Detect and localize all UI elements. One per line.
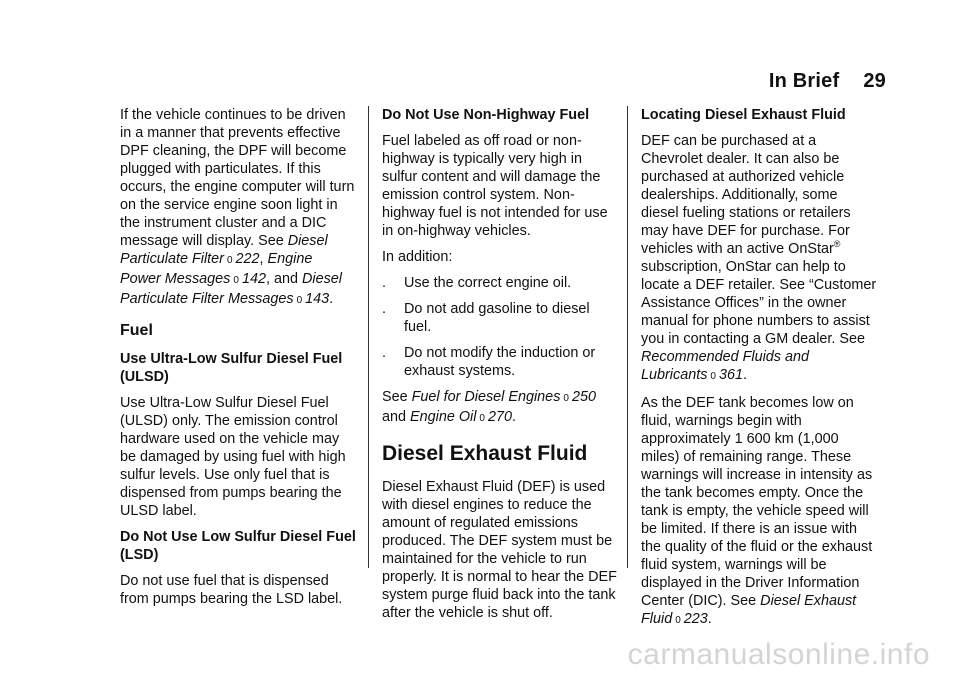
column-1 <box>120 106 356 616</box>
xref-link[interactable]: Diesel Particulate Filter Messages <box>120 271 342 307</box>
xref-link[interactable]: Recommended Fluids and Lubricants <box>641 349 809 383</box>
page-arrow-icon: 0 <box>675 615 681 626</box>
xref-page[interactable]: 223 <box>683 611 708 627</box>
list-item: . Use the correct engine oil. <box>382 275 572 291</box>
page-arrow-icon: 0 <box>233 275 239 286</box>
locating-paragraph: DEF can be purchased at a Chevrolet dealer. It can also be purchased at authorized vehicle dealerships. Additionally, some diesel fueling stations or retailers may have DEF for purchase. For vehicles with an active OnStar® subscription, OnStar can help to locate a DEF retailer. See “Customer Assistance Offices” in the owner manual for phone numbers to assist you in contacting a GM dealer. See Recommended Fluids and Lubricants 0 361. <box>641 133 877 383</box>
page-arrow-icon: 0 <box>226 255 233 266</box>
watermark: carmanualsonline.info <box>627 638 930 671</box>
see-reference: See Fuel for Diesel Engines 0 250 and Engine Oil 0 270. <box>382 389 596 425</box>
fuel-heading: Fuel <box>120 322 153 339</box>
xref-link[interactable]: Diesel Particulate Filter <box>120 233 328 267</box>
ulsd-heading: Use Ultra-Low Sulfur Diesel Fuel (ULSD) <box>120 351 343 385</box>
page-arrow-icon: 0 <box>710 371 716 382</box>
dpf-paragraph: If the vehicle continues to be driven in a manner that prevents effective DPF cleaning, the DPF will become plugged with particulates. If this occurs, the engine computer will turn on the service engine soon light in the instrument cluster and a DIC message will display. See Diesel Particulate Filter 0 222, Engine Power Messages 0 142, and Diesel Particulate Filter Messages 0 143. <box>120 107 355 307</box>
xref-link[interactable]: Engine Oil <box>410 409 477 425</box>
in-addition-text: In addition: <box>382 249 453 265</box>
column-divider <box>627 106 628 568</box>
xref-page[interactable]: 361 <box>718 367 743 383</box>
registered-mark: ® <box>833 239 841 250</box>
xref-page[interactable]: 250 <box>571 389 596 405</box>
column-2 <box>382 106 618 630</box>
page-header <box>769 70 886 93</box>
page-arrow-icon: 0 <box>479 413 485 424</box>
page-number: 29 <box>863 70 886 92</box>
bullet-icon: . <box>382 275 386 291</box>
bullet-icon: . <box>382 345 386 361</box>
lsd-heading: Do Not Use Low Sulfur Diesel Fuel (LSD) <box>120 529 356 563</box>
nonhighway-heading: Do Not Use Non-Highway Fuel <box>382 107 590 123</box>
def-heading: Diesel Exhaust Fluid <box>382 442 588 465</box>
tank-warning-paragraph: As the DEF tank becomes low on fluid, warnings begin with approximately 1 600 km (1,000 miles) of remaining range. These warnings will increase in intensity as the tank becomes empty. Once the tank is empty, the vehicle speed will be limited. If there is an issue with the quality of the fluid or the exhaust fluid system, warnings will be displayed in the Driver Information Center (DIC). See Diesel Exhaust Fluid 0 223. <box>641 395 873 627</box>
list-item: . Do not modify the induction or exhaust systems. <box>382 345 596 379</box>
section-title: In Brief <box>768 70 840 92</box>
xref-link[interactable]: Diesel Exhaust Fluid <box>641 593 857 627</box>
locating-def-heading: Locating Diesel Exhaust Fluid <box>641 107 846 123</box>
xref-page[interactable]: 270 <box>487 409 512 425</box>
xref-page[interactable]: 142 <box>241 271 266 287</box>
page-arrow-icon: 0 <box>296 295 303 306</box>
bullet-icon: . <box>382 301 386 317</box>
xref-link[interactable]: Fuel for Diesel Engines <box>411 389 561 405</box>
list-item: . Do not add gasoline to diesel fuel. <box>382 301 590 335</box>
column-3 <box>641 106 877 638</box>
def-paragraph: Diesel Exhaust Fluid (DEF) is used with diesel engines to reduce the amount of regulated emissions produced. The DEF system must be maintained for the vehicle to run properly. It is normal to hear the DEF system purge fluid back into the tank after the vehicle is shut off. <box>382 479 617 621</box>
xref-link[interactable]: Engine Power Messages <box>120 251 313 287</box>
xref-page[interactable]: 143 <box>305 291 330 307</box>
page-arrow-icon: 0 <box>563 393 569 404</box>
xref-page[interactable]: 222 <box>235 251 260 267</box>
lsd-paragraph: Do not use fuel that is dispensed from pumps bearing the LSD label. <box>120 573 343 607</box>
ulsd-paragraph: Use Ultra-Low Sulfur Diesel Fuel (ULSD) only. The emission control hardware used on the vehicle may be damaged by using fuel with high sulfur levels. Use only fuel that is dispensed from pumps bearing the ULSD label. <box>120 395 346 519</box>
nonhighway-paragraph: Fuel labeled as off road or non-highway is typically very high in sulfur content and will damage the emission control system. Non-highway fuel is not intended for use in on-highway vehicles. <box>382 133 608 239</box>
column-divider <box>368 106 369 568</box>
